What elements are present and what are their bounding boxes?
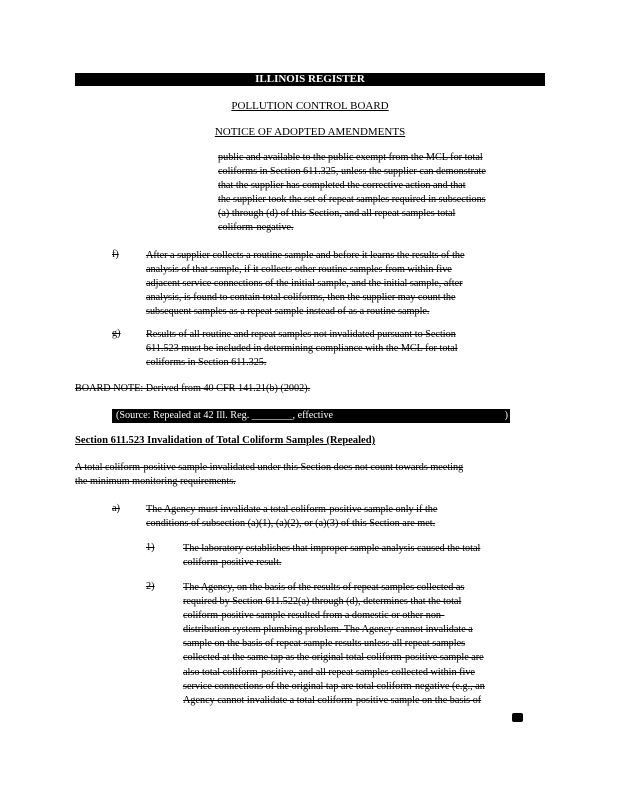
text-line: coliform-positive sample resulted from a domestic or other non-: [183, 610, 445, 622]
text-line: coliform-positive result.: [183, 557, 282, 569]
subsection-f-label: f): [112, 249, 119, 260]
text-line: required by Section 611.522(a) through (d), determines that the total: [183, 596, 462, 608]
text-line: the minimum monitoring requirements.: [75, 476, 236, 488]
source-note-text: (Source: Repealed at 42 Ill. Reg. ________, effective: [116, 410, 334, 421]
subsection-a2-text: [183, 581, 485, 708]
text-line: The Agency, on the basis of the results of repeat samples collected as: [183, 582, 465, 593]
text-line: service connections of the original tap are total coliform-negative (e.g., an: [183, 680, 485, 692]
text-line: Results of all routine and repeat samples not invalidated pursuant to Section: [146, 329, 456, 340]
subsection-a-label: a): [112, 503, 120, 514]
text-line: coliform-negative.: [218, 222, 294, 234]
text-line: Agency cannot invalidate a total coliform-positive sample on the basis of: [183, 694, 482, 706]
text-line: coliforms in Section 611.325, unless the supplier can demonstrate: [218, 166, 486, 178]
text-line: 611.523 must be included in determining compliance with the MCL for total: [146, 343, 458, 355]
subsection-g-text: [146, 328, 458, 370]
text-line: (a) through (d) of this Section, and all repeat samples total: [218, 208, 456, 220]
board-note: BOARD NOTE: Derived from 40 CFR 141.21(b) (2002).: [75, 383, 311, 394]
text-line: collected at the same tap as the original total coliform-positive sample are: [183, 652, 484, 664]
text-line: public and available to the public exempt from the MCL for total: [218, 152, 483, 163]
text-line: sample on the basis of repeat sample results unless all repeat samples: [183, 638, 466, 650]
text-line: that the supplier has completed the corrective action and that: [218, 180, 466, 192]
register-header-bar: [75, 73, 545, 86]
subsection-f-text: [146, 249, 465, 319]
text-line: subsequent samples as a repeat sample instead of as a routine sample.: [146, 306, 430, 318]
subsection-a1-label: 1): [146, 542, 155, 553]
scan-artifact-mark: [512, 713, 523, 722]
notice-title: NOTICE OF ADOPTED AMENDMENTS: [214, 126, 406, 138]
register-title: ILLINOIS REGISTER: [255, 73, 365, 85]
board-title: POLLUTION CONTROL BOARD: [231, 100, 389, 112]
text-line: coliforms in Section 611.325.: [146, 357, 267, 369]
continuation-paragraph: [218, 151, 486, 236]
text-line: After a supplier collects a routine sample and before it learns the results of the: [146, 250, 465, 261]
subsection-g-label: g): [112, 328, 121, 339]
text-line: analysis of that sample, if it collects other routine samples from within five: [146, 264, 452, 276]
subsection-a2-label: 2): [146, 581, 155, 592]
section-heading: Section 611.523 Invalidation of Total Coliform Samples (Repealed): [75, 435, 376, 446]
text-line: distribution system plumbing problem. The Agency cannot invalidate a: [183, 624, 473, 636]
section-intro: [75, 461, 463, 489]
source-note-close: ): [504, 410, 508, 421]
text-line: A total coliform-positive sample invalidated under this Section does not count towards meeting: [75, 462, 464, 473]
text-line: The Agency must invalidate a total coliform-positive sample only if the: [146, 504, 438, 515]
text-line: adjacent service connections of the initial sample, and the initial sample, after: [146, 278, 463, 290]
subsection-a1-text: [183, 542, 480, 570]
text-line: the supplier took the set of repeat samples required in subsections: [218, 194, 486, 206]
text-line: also total coliform-positive, and all repeat samples collected within five: [183, 666, 475, 678]
text-line: The laboratory establishes that improper sample analysis caused the total: [183, 543, 481, 554]
text-line: conditions of subsection (a)(1), (a)(2), or (a)(3) of this Section are met.: [146, 518, 436, 530]
subsection-a-text: [146, 503, 437, 531]
text-line: analysis, is found to contain total coliforms, then the supplier may count the: [146, 292, 456, 304]
source-note-bar: [112, 409, 510, 423]
